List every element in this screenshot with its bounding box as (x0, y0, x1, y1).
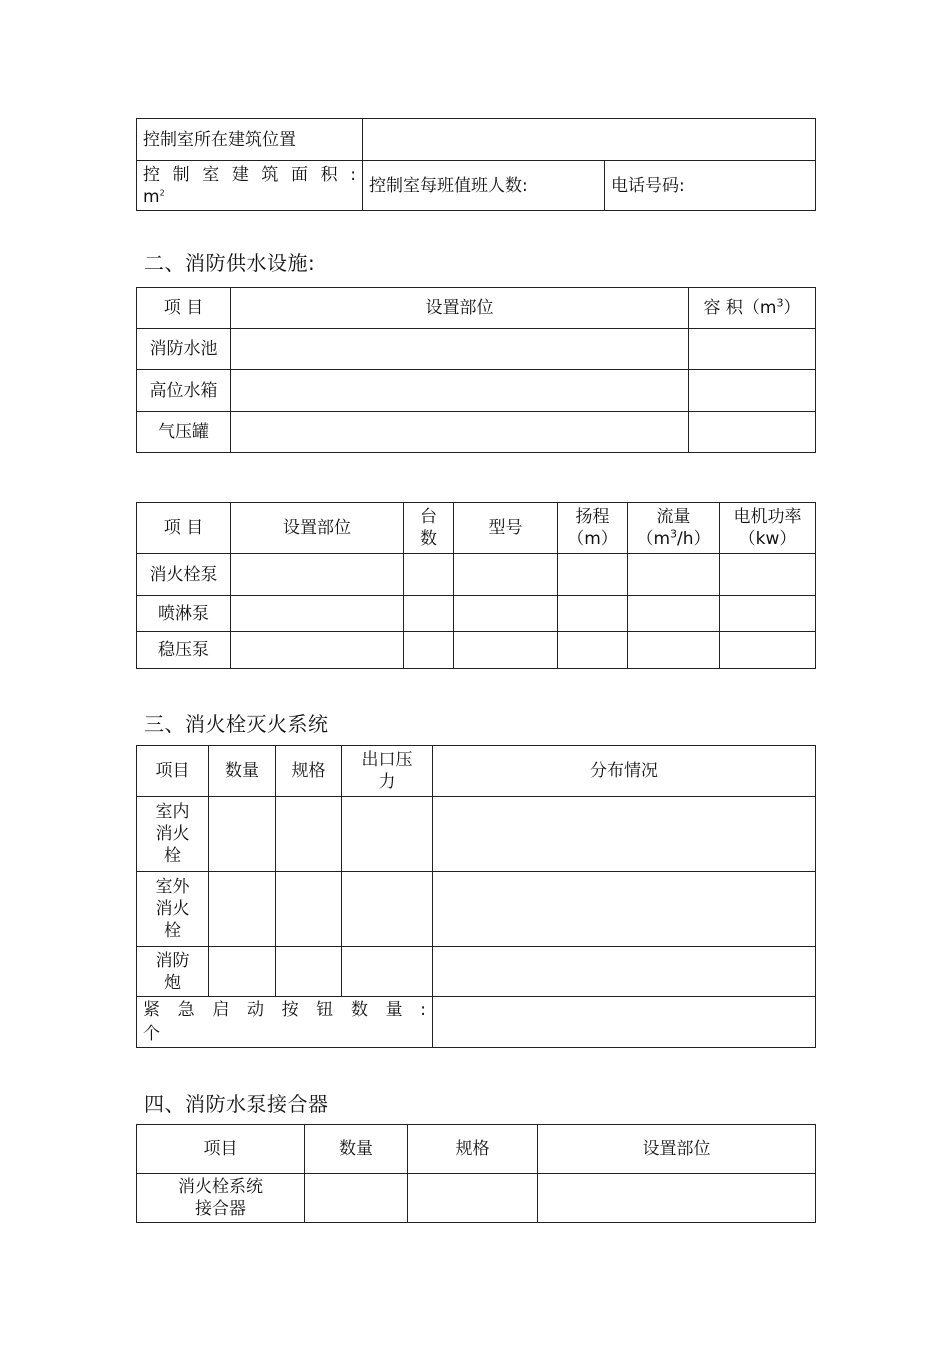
phone-label[interactable]: 电话号码: (605, 161, 816, 211)
pump-cell[interactable] (404, 554, 454, 596)
pump-cell[interactable] (404, 596, 454, 632)
hydrant-cell[interactable] (209, 872, 276, 947)
hydrant-cell[interactable] (209, 797, 276, 872)
pump-cell[interactable] (720, 596, 816, 632)
adapter-header-spec: 规格 (408, 1125, 538, 1174)
adapter-cell[interactable] (408, 1174, 538, 1223)
emergency-cell (137, 997, 433, 1048)
pumps-header-item: 项 目 (137, 503, 231, 554)
hydrant-header-pressure: 出口压 力 (342, 746, 433, 797)
area-label: 控 制 室 建 筑 面 积 : (143, 164, 356, 185)
pump-row-label: 稳压泵 (137, 632, 231, 669)
pumps-header-flow: 流量 $(m^3/h)$ (628, 503, 720, 554)
area-unit: $m^2$ (143, 186, 165, 207)
pumps-header-head: 扬程 （m） (558, 503, 628, 554)
pump-cell[interactable] (720, 632, 816, 669)
adapter-cell[interactable] (305, 1174, 408, 1223)
pumps-header-location: 设置部位 (231, 503, 404, 554)
pumps-header-power: 电机功率 （kw） (720, 503, 816, 554)
pump-cell[interactable] (231, 554, 404, 596)
hydrant-header-distribution: 分布情况 (433, 746, 816, 797)
pump-cell[interactable] (231, 632, 404, 669)
section4-heading: 四、消防水泵接合器 (144, 1092, 329, 1116)
location-value[interactable] (363, 119, 816, 161)
tank-row-label: 气压罐 (137, 412, 231, 453)
pumps-header-model: 型号 (454, 503, 558, 554)
area-cell[interactable] (137, 161, 363, 211)
hydrant-cell[interactable] (433, 872, 816, 947)
pump-row-label: 消火栓泵 (137, 554, 231, 596)
tanks-table (136, 287, 816, 453)
hydrant-cell[interactable] (209, 947, 276, 997)
hydrant-cell[interactable] (276, 872, 342, 947)
hydrant-cell[interactable] (433, 947, 816, 997)
tanks-header-volume: 容 积$(m^3)$ (689, 288, 816, 329)
tank-volume-cell[interactable] (689, 370, 816, 412)
emergency-label: 紧 急 启 动 按 钮 数 量 : (143, 1000, 426, 1020)
hydrant-row-label: 室外 消火 栓 (137, 872, 209, 947)
pump-cell[interactable] (558, 632, 628, 669)
adapter-cell[interactable] (538, 1174, 816, 1223)
section3-heading: 三、消火栓灭火系统 (144, 712, 329, 736)
hydrant-row-label: 消防 炮 (137, 947, 209, 997)
tank-volume-cell[interactable] (689, 412, 816, 453)
hydrant-header-qty: 数量 (209, 746, 276, 797)
location-label: 控制室所在建筑位置 (137, 119, 363, 161)
tank-location-cell[interactable] (231, 412, 689, 453)
hydrant-cell[interactable] (342, 797, 433, 872)
tanks-header-item: 项 目 (137, 288, 231, 329)
pump-cell[interactable] (404, 632, 454, 669)
adapter-table (136, 1124, 816, 1223)
tank-row-label: 消防水池 (137, 329, 231, 370)
pump-cell[interactable] (558, 596, 628, 632)
pump-cell[interactable] (628, 554, 720, 596)
section2-heading: 二、消防供水设施: (144, 251, 316, 275)
hydrant-table (136, 745, 816, 1048)
hydrant-cell[interactable] (276, 947, 342, 997)
tank-location-cell[interactable] (231, 329, 689, 370)
control-room-table (136, 118, 816, 211)
pump-cell[interactable] (720, 554, 816, 596)
pump-row-label: 喷淋泵 (137, 596, 231, 632)
pump-cell[interactable] (628, 632, 720, 669)
adapter-row-label: 消火栓系统 接合器 (137, 1174, 305, 1223)
hydrant-header-spec: 规格 (276, 746, 342, 797)
hydrant-cell[interactable] (342, 947, 433, 997)
pump-cell[interactable] (231, 596, 404, 632)
pump-cell[interactable] (628, 596, 720, 632)
pump-cell[interactable] (454, 554, 558, 596)
tank-volume-cell[interactable] (689, 329, 816, 370)
hydrant-header-item: 项目 (137, 746, 209, 797)
tanks-header-location: 设置部位 (231, 288, 689, 329)
tank-row-label: 高位水箱 (137, 370, 231, 412)
adapter-header-qty: 数量 (305, 1125, 408, 1174)
pumps-table (136, 502, 816, 669)
emergency-unit: 个 (143, 1024, 160, 1044)
tank-location-cell[interactable] (231, 370, 689, 412)
emergency-value[interactable] (433, 997, 816, 1048)
hydrant-cell[interactable] (342, 872, 433, 947)
adapter-header-item: 项目 (137, 1125, 305, 1174)
hydrant-cell[interactable] (433, 797, 816, 872)
hydrant-cell[interactable] (276, 797, 342, 872)
pumps-header-count: 台 数 (404, 503, 454, 554)
staff-label[interactable]: 控制室每班值班人数: (363, 161, 605, 211)
adapter-header-location: 设置部位 (538, 1125, 816, 1174)
pump-cell[interactable] (454, 596, 558, 632)
pump-cell[interactable] (558, 554, 628, 596)
hydrant-row-label: 室内 消火 栓 (137, 797, 209, 872)
pump-cell[interactable] (454, 632, 558, 669)
